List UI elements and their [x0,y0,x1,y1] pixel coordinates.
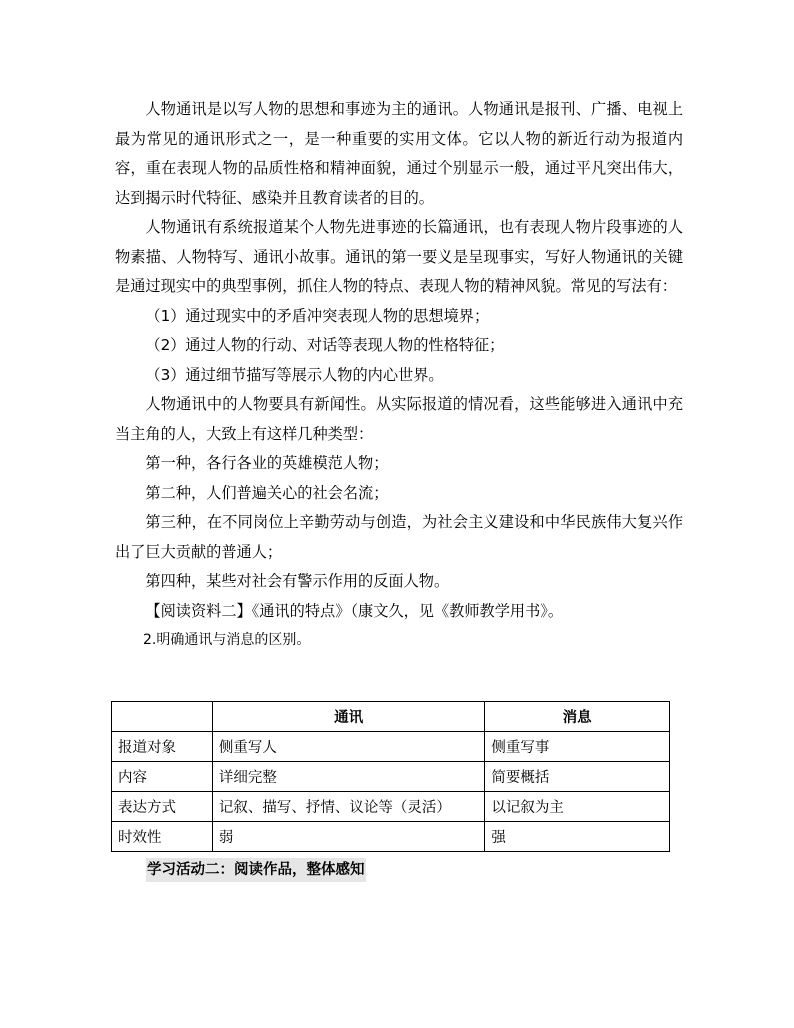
method-item-1: （1）通过现实中的矛盾冲突表现人物的思想境界； [145,306,490,325]
paragraph-definition: 人物通讯是以写人物的思想和事迹为主的通讯。人物通讯是报刊、广播、电视上最为常见的通讯形式之一，是一种重要的实用文体。它以人物的新近行动为报道内容，重在表现人物的品质性格和精神面貌，通过个别显示一般，通过平凡突出伟大，达到揭示时代特征、感染并且教育读者的目的。 [115,100,683,207]
table-cell: 侧重写人 [212,732,485,762]
table-row [112,822,670,852]
type-item-4: 第四种，某些对社会有警示作用的反面人物。 [145,572,450,590]
section-subheading: 2.明确通讯与消息的区别。 [143,632,311,648]
table-cell: 内容 [112,762,213,792]
table-cell: 报道对象 [112,732,213,762]
table-cell: 以记叙为主 [485,792,670,822]
table-header-cell: 通讯 [212,702,485,732]
table-header-row [112,702,670,732]
table-cell: 弱 [212,822,485,852]
table-cell: 侧重写事 [485,732,670,762]
comparison-table [111,701,670,852]
table-cell: 记叙、描写、抒情、议论等（灵活） [212,792,485,822]
table-row [112,732,670,762]
method-item-3: （3）通过细节描写等展示人物的内心世界。 [145,365,444,384]
table-row [112,792,670,822]
learning-activity-heading: 学习活动二：阅读作品，整体感知 [146,858,366,882]
table-cell: 详细完整 [212,762,485,792]
table-header-cell [112,702,213,732]
paragraph-types: 人物通讯有系统报道某个人物先进事迹的长篇通讯，也有表现人物片段事迹的人物素描、人物特写、通讯小故事。通讯的第一要义是呈现事实，写好人物通讯的关键是通过现实中的典型事例，抓住人物的特点、表现人物的精神风貌。常见的写法有： [115,218,683,295]
reading-material-note: 【阅读资料二】《通讯的特点》（康文久，见《教师教学用书》。 [145,601,564,620]
table-row [112,762,670,792]
table-cell: 时效性 [112,822,213,852]
type-item-3: 第三种，在不同岗位上辛勤劳动与创造，为社会主义建设和中华民族伟大复兴作出了巨大贡献的普通人； [115,513,683,561]
paragraph-newsworthiness: 人物通讯中的人物要具有新闻性。从实际报道的情况看，这些能够进入通讯中充当主角的人，大致上有这样几种类型： [115,395,683,443]
table-cell: 表达方式 [112,792,213,822]
table-cell: 强 [485,822,670,852]
table-cell: 简要概括 [485,762,670,792]
table-header-cell: 消息 [485,702,670,732]
type-item-2: 第二种，人们普遍关心的社会名流； [145,483,389,502]
method-item-2: （2）通过人物的行动、对话等表现人物的性格特征； [145,336,505,354]
document-body [115,95,683,656]
type-item-1: 第一种，各行各业的英雄模范人物； [145,454,389,472]
